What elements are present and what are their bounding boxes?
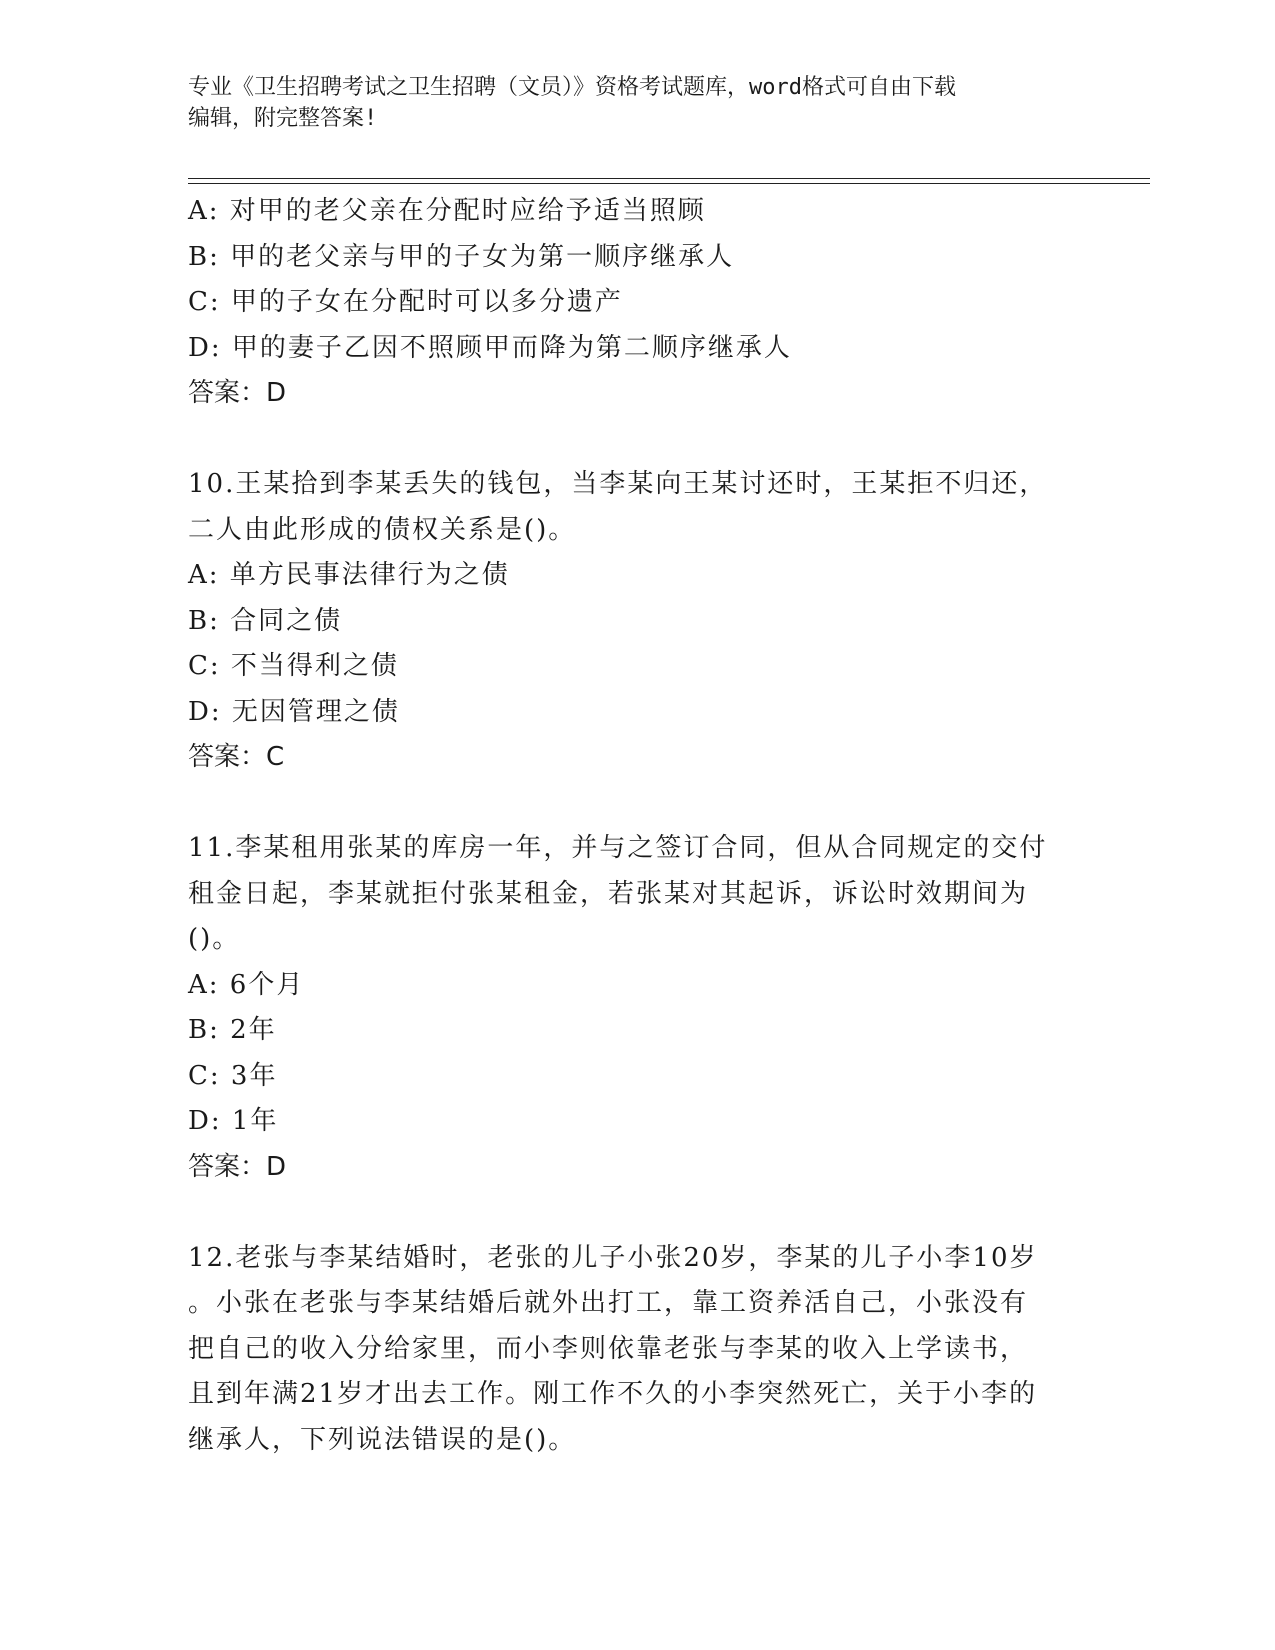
header-line-2: 编辑，附完整答案!	[188, 106, 378, 131]
stem-line: 10.王某拾到李某丢失的钱包，当李某向王某讨还时，王某拒不归还，	[188, 469, 1048, 499]
question-11	[188, 826, 1088, 1190]
stem-line: 继承人，下列说法错误的是()。	[188, 1424, 577, 1455]
question-stem	[188, 826, 1088, 963]
option-c: C: 甲的子女在分配时可以多分遗产	[188, 287, 623, 317]
option-b: B: 2年	[188, 1015, 277, 1045]
option-c: C: 不当得利之债	[188, 651, 399, 681]
question-9	[188, 189, 1088, 417]
answer: 答案：C	[188, 742, 285, 772]
document-header	[188, 72, 1068, 134]
option-a: A: 单方民事法律行为之债	[188, 560, 510, 590]
question-list	[188, 189, 1088, 1463]
option-d: D: 无因管理之债	[188, 696, 400, 727]
option-c: C: 3年	[188, 1060, 278, 1091]
question-stem	[188, 1236, 1088, 1464]
stem-line: 11.李某租用张某的库房一年，并与之签订合同，但从合同规定的交付	[188, 833, 1048, 863]
option-b: B: 甲的老父亲与甲的子女为第一顺序继承人	[188, 241, 735, 272]
header-line-1: 专业《卫生招聘考试之卫生招聘（文员）》资格考试题库，word格式可自由下载	[188, 75, 956, 100]
stem-line: 12.老张与李某结婚时，老张的儿子小张20岁，李某的儿子小李10岁	[188, 1242, 1038, 1273]
question-12	[188, 1236, 1088, 1464]
option-b: B: 合同之债	[188, 605, 343, 636]
answer: 答案：D	[188, 1151, 287, 1182]
option-a: A: 6个月	[188, 969, 305, 1000]
header-divider-top	[188, 178, 1150, 179]
option-d: D: 甲的妻子乙因不照顾甲而降为第二顺序继承人	[188, 332, 792, 363]
question-stem	[188, 462, 1088, 553]
stem-line: 二人由此形成的债权关系是()。	[188, 514, 577, 545]
question-10	[188, 462, 1088, 781]
answer: 答案：D	[188, 378, 287, 408]
stem-line: 且到年满21岁才出去工作。刚工作不久的小李突然死亡，关于小李的	[188, 1379, 1038, 1409]
stem-line: 把自己的收入分给家里，而小李则依靠老张与李某的收入上学读书，	[188, 1333, 1029, 1364]
stem-line: 。小张在老张与李某结婚后就外出打工，靠工资养活自己，小张没有	[188, 1288, 1029, 1318]
stem-line: ()。	[188, 924, 241, 954]
option-d: D: 1年	[188, 1106, 279, 1136]
option-a: A: 对甲的老父亲在分配时应给予适当照顾	[188, 196, 706, 226]
header-divider-bottom	[188, 183, 1150, 184]
stem-line: 租金日起，李某就拒付张某租金，若张某对其起诉，诉讼时效期间为	[188, 878, 1029, 909]
